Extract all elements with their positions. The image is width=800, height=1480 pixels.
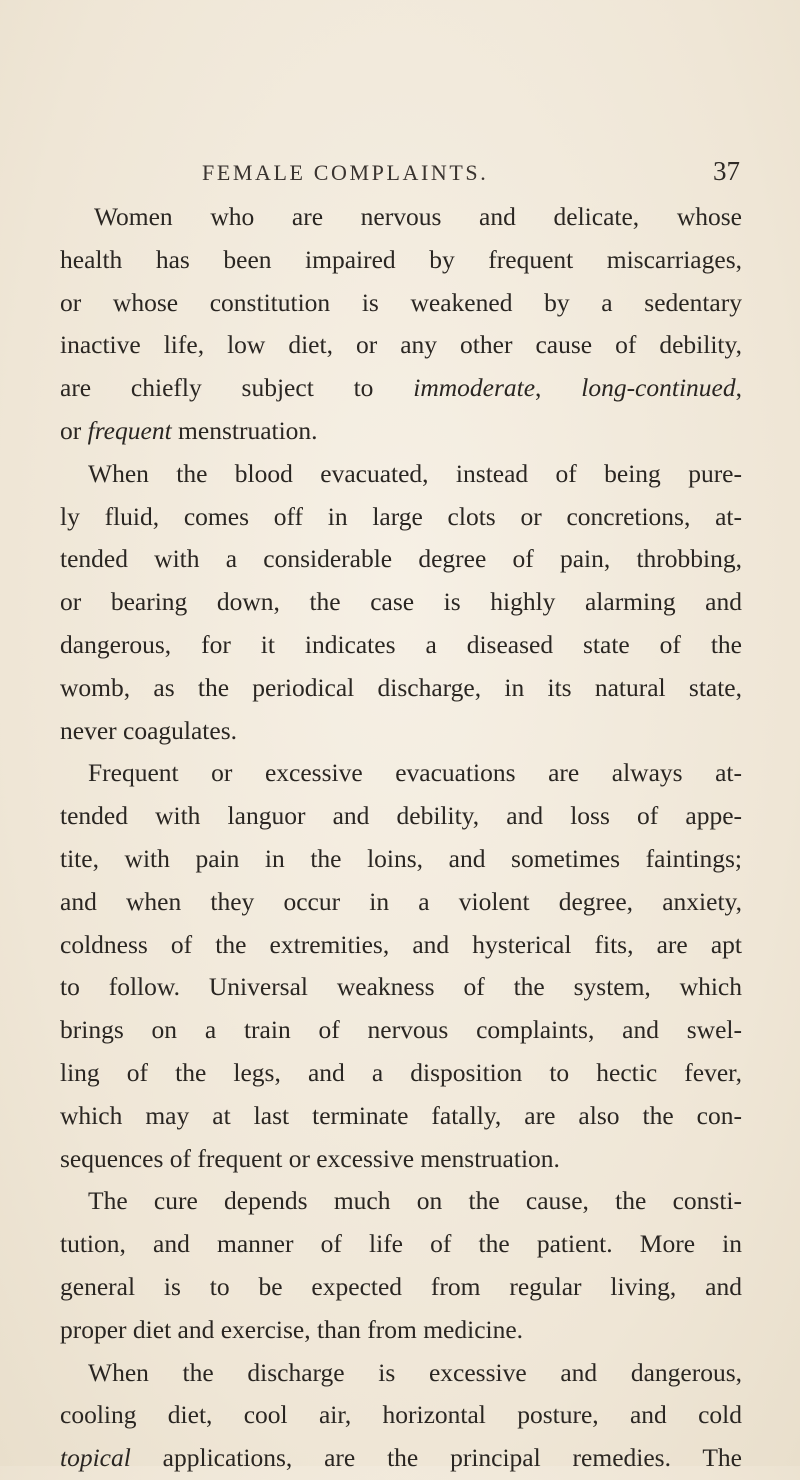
text-run: , (535, 373, 582, 403)
body-text (60, 196, 742, 1480)
text-line: sequences of frequent or excessive menstruation. (60, 1143, 560, 1173)
running-title: FEMALE COMPLAINTS. (202, 160, 489, 185)
text-line: When the blood evacuated, instead of being pure- (88, 458, 742, 488)
italic-term: topical (60, 1443, 131, 1473)
italic-term: frequent (87, 415, 172, 445)
text-line: and when they occur in a violent degree, anxiety, (60, 886, 742, 916)
text-line: health has been impaired by frequent miscarriages, (60, 244, 742, 274)
page-number: 37 (713, 156, 740, 186)
text-line: The cure depends much on the cause, the consti- (88, 1186, 742, 1216)
running-head (60, 156, 740, 200)
text-line (60, 1437, 742, 1480)
text-line: inactive life, low diet, or any other cause of debility, (60, 330, 742, 360)
text-run: or (60, 415, 88, 445)
text-run: are chiefly subject to (60, 373, 414, 403)
text-line (60, 410, 742, 453)
text-line: or bearing down, the case is highly alarming and (60, 587, 742, 617)
text-run: , (735, 373, 742, 403)
text-line (60, 367, 742, 410)
text-line: coldness of the extremities, and hysterical fits, are apt (60, 929, 742, 959)
text-run: applications, are the principal remedies. The (130, 1443, 742, 1473)
text-line: womb, as the periodical discharge, in its natural state, (60, 672, 742, 702)
italic-term: long-continued (581, 373, 736, 403)
text-line: ling of the legs, and a disposition to hectic fever, (60, 1057, 742, 1087)
text-line: ly fluid, comes off in large clots or concretions, at- (60, 501, 742, 531)
text-line: to follow. Universal weakness of the system, which (60, 972, 742, 1002)
text-line: Women who are nervous and delicate, whose (94, 202, 742, 231)
text-line: or whose constitution is weakened by a sedentary (60, 287, 742, 317)
text-run: menstruation. (171, 415, 318, 445)
text-line: tended with languor and debility, and loss of appe- (60, 801, 742, 831)
text-line: cooling diet, cool air, horizontal posture, and cold (60, 1400, 742, 1430)
text-line: general is to be expected from regular living, and (60, 1271, 742, 1301)
text-line: brings on a train of nervous complaints, and swel- (60, 1015, 742, 1045)
text-line: tended with a considerable degree of pain, throbbing, (60, 544, 742, 574)
text-line: Frequent or excessive evacuations are always at- (88, 758, 742, 788)
text-line: which may at last terminate fatally, are also the con- (60, 1100, 742, 1130)
italic-term: immoderate (413, 373, 536, 403)
text-line: dangerous, for it indicates a diseased state of the (60, 629, 742, 659)
text-line: never coagulates. (60, 715, 237, 745)
text-line: When the discharge is excessive and dangerous, (88, 1357, 742, 1387)
text-line: proper diet and exercise, than from medicine. (60, 1314, 524, 1344)
text-line: tite, with pain in the loins, and sometimes faintings; (60, 843, 742, 873)
text-line: tution, and manner of life of the patient. More in (60, 1229, 742, 1259)
